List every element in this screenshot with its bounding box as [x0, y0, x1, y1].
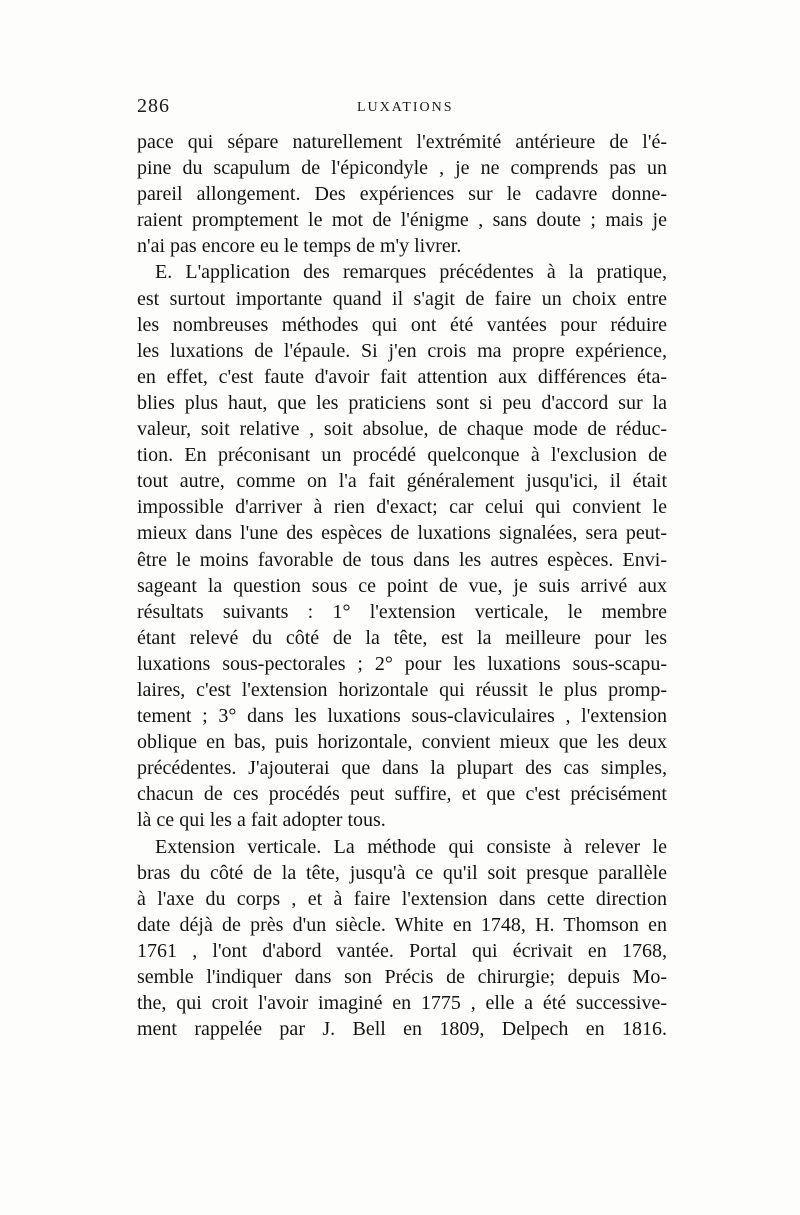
- running-head: [137, 95, 667, 125]
- running-title: LUXATIONS: [357, 100, 454, 115]
- text-line: là ce qui les a fait adopter tous.: [137, 809, 386, 832]
- text-line: the, qui croit l'avoir imaginé en 1775 , elle a été successive-: [137, 992, 667, 1015]
- text-line: laires, c'est l'extension horizontale qui réussit le plus promp-: [137, 678, 667, 701]
- text-line: chacun de ces procédés peut suffire, et que c'est précisément: [137, 783, 667, 806]
- text-line: étant relevé du côté de la tête, est la meilleure pour les: [137, 626, 667, 649]
- text-line: en effet, c'est faute d'avoir fait attention aux différences éta-: [137, 365, 667, 388]
- text-line: tement ; 3° dans les luxations sous-claviculaires , l'extension: [137, 705, 667, 728]
- text-line: Extension verticale. La méthode qui consiste à relever le: [155, 835, 667, 858]
- text-line: n'ai pas encore eu le temps de m'y livrer.: [137, 235, 462, 258]
- text-line: pareil allongement. Des expériences sur le cadavre donne-: [137, 183, 667, 206]
- text-line: pine du scapulum de l'épicondyle , je ne comprends pas un: [137, 157, 667, 180]
- text-line: sageant la question sous ce point de vue, je suis arrivé aux: [137, 574, 667, 597]
- text-line: mieux dans l'une des espèces de luxations signalées, sera peut-: [137, 522, 667, 545]
- text-line: impossible d'arriver à rien d'exact; car celui qui convient le: [137, 496, 667, 519]
- text-line: raient promptement le mot de l'énigme , sans doute ; mais je: [137, 209, 667, 232]
- text-line: à l'axe du corps , et à faire l'extension dans cette direction: [137, 887, 667, 910]
- text-line: tion. En préconisant un procédé quelconque à l'exclusion de: [137, 444, 667, 467]
- text-line: valeur, soit relative , soit absolue, de chaque mode de réduc-: [137, 418, 667, 441]
- text-line: blies plus haut, que les praticiens sont si peu d'accord sur la: [137, 391, 667, 414]
- text-line: oblique en bas, puis horizontale, convient mieux que les deux: [137, 731, 667, 754]
- text-line: pace qui sépare naturellement l'extrémité antérieure de l'é-: [137, 131, 667, 153]
- text-line: précédentes. J'ajouterai que dans la plupart des cas simples,: [137, 757, 667, 780]
- text-line: les nombreuses méthodes qui ont été vantées pour réduire: [137, 313, 667, 336]
- text-line: ment rappelée par J. Bell en 1809, Delpech en 1816.: [137, 1018, 667, 1041]
- text-line: tout autre, comme on l'a fait généralement jusqu'ici, il était: [137, 470, 667, 493]
- text-line: bras du côté de la tête, jusqu'à ce qu'il soit presque parallèle: [137, 861, 667, 884]
- text-line: 1761 , l'ont d'abord vantée. Portal qui écrivait en 1768,: [137, 939, 667, 962]
- text-line: E. L'application des remarques précédentes à la pratique,: [155, 261, 667, 284]
- body-text: [137, 129, 667, 1042]
- text-line: résultats suivants : 1° l'extension verticale, le membre: [137, 600, 667, 623]
- text-line: est surtout importante quand il s'agit de faire un choix entre: [137, 287, 667, 310]
- text-line: date déjà de près d'un siècle. White en 1748, H. Thomson en: [137, 913, 667, 936]
- text-line: luxations sous-pectorales ; 2° pour les luxations sous-scapu-: [137, 652, 667, 675]
- text-line: les luxations de l'épaule. Si j'en crois ma propre expérience,: [137, 339, 667, 362]
- text-line: être le moins favorable de tous dans les autres espèces. Envi-: [137, 548, 667, 571]
- page-number: 286: [137, 95, 170, 117]
- text-line: semble l'indiquer dans son Précis de chirurgie; depuis Mo-: [137, 966, 667, 988]
